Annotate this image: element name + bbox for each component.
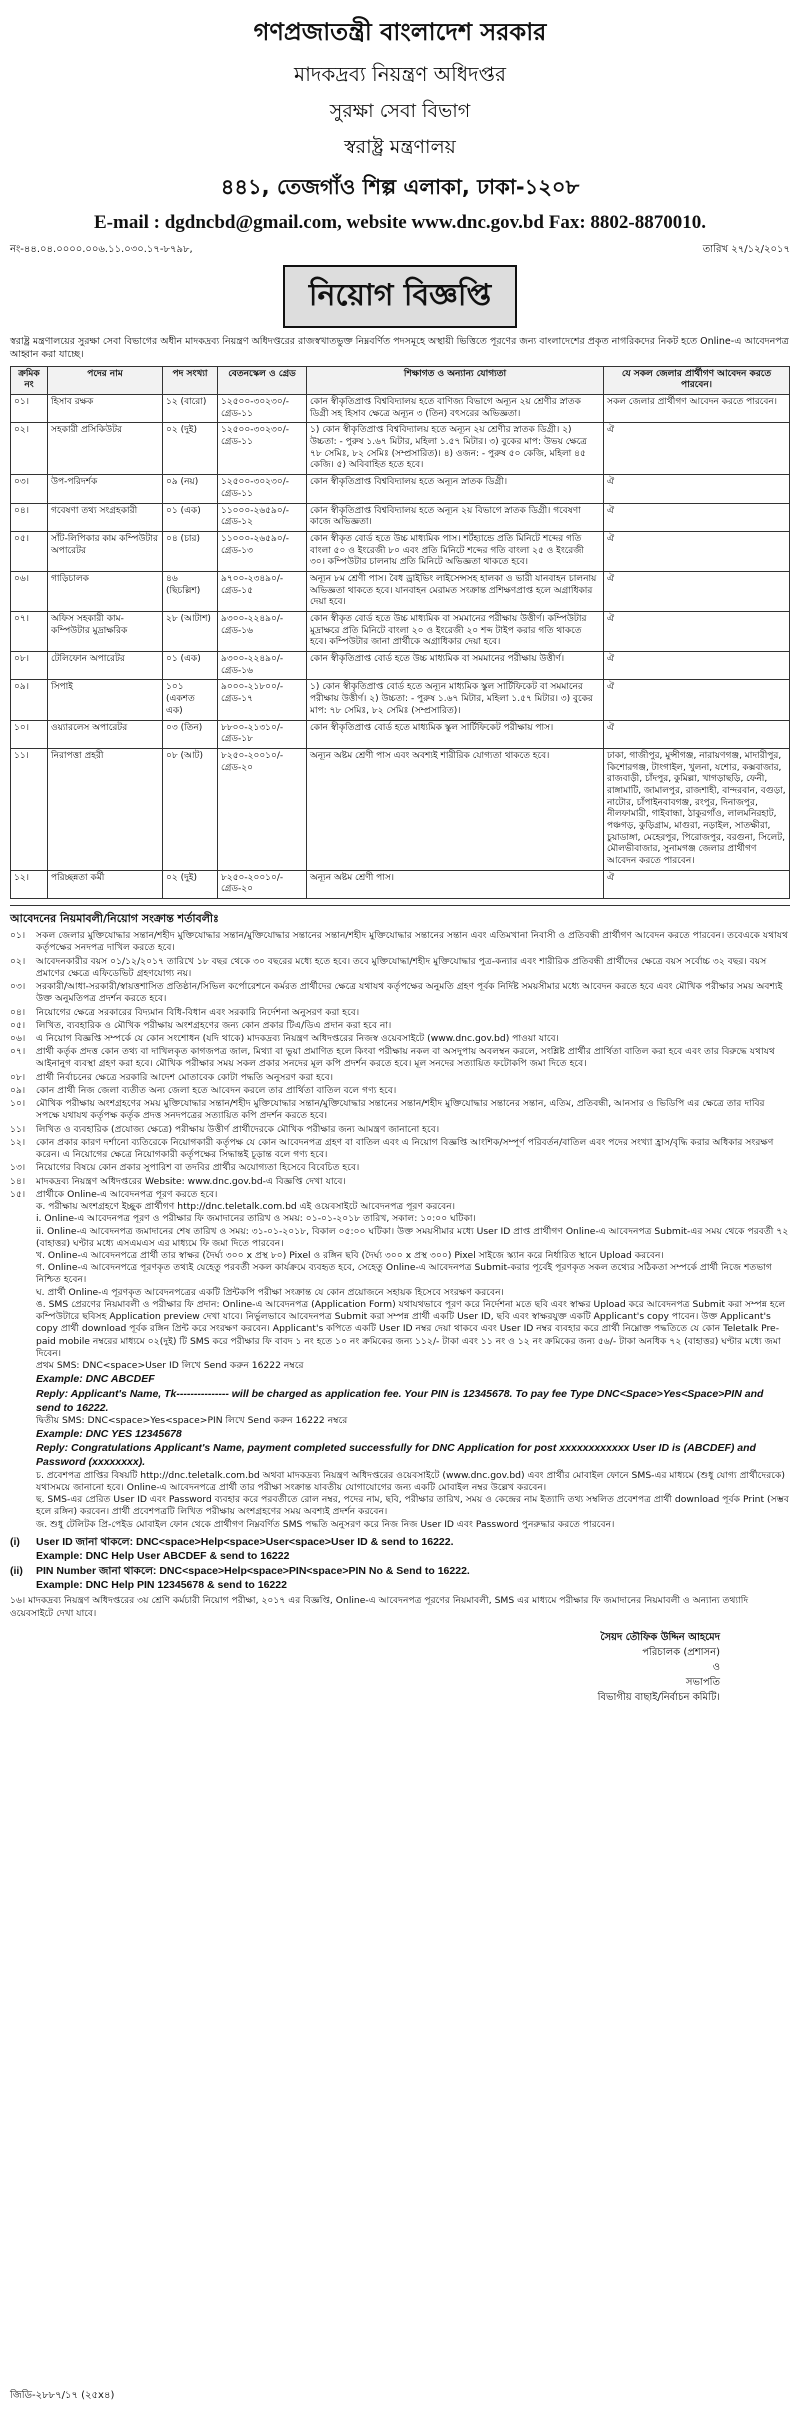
department-name: মাদকদ্রব্য নিয়ন্ত্রণ অধিদপ্তর xyxy=(294,62,506,86)
note-admit-card: চ. প্রবেশপত্র প্রাপ্তির বিষয়টি http://dnc.teletalk.com.bd অথবা মাদকদ্রব্য নিয়ন্ত্রণ অধিদপ্তরের ওয়েবসাইটে (www.dnc.gov.bd) এবং প্রার্থীর মোবাইল ফোনে SMS-এর মাধ্যমে (শুধু যোগ্য প্রার্থীদেরকে) যথাসময়ে জানানো হবে। Online-এ আবেদনপত্রে প্রার্থী তার পরীক্ষা সংক্রান্ত যাবতীয় যোগাযোগের জন্য একটি মোবাইল নম্বর উল্লেখ করবেন। xyxy=(36,1469,785,1493)
row-serial: ০৪। xyxy=(11,503,48,531)
row-count: ০২ (দুই) xyxy=(163,423,218,475)
row-scale: ৮২৫০-২০০১০/- গ্রেড-২০ xyxy=(218,870,307,898)
note-text: সরকারী/আধা-সরকারী/স্বায়ত্তশাসিত প্রতিষ্ঠান/সিভিল কর্পোরেশনে কর্মরত প্রার্থীদের ক্ষেত্রে যথাযথ কর্তৃপক্ষের অনুমতি গ্রহণ পূর্বক নির্দিষ্ট সময়সীমার মধ্যে আবেদন করতে হবে এবং মৌখিক পরীক্ষার সময় অবশ্যই উক্ত অনুমতিপত্র প্রদর্শন করতে হবে। xyxy=(36,981,783,1005)
row-post: ওয়্যারলেস অপারেটর xyxy=(48,720,163,748)
row-qualification: কোন স্বীকৃত বোর্ড হতে উচ্চ মাধ্যমিক পাস। শর্টহ্যান্ডে প্রতি মিনিটে শব্দের গতি বাংলা ৫০ ও ইংরেজী ৮০ এবং প্রতি মিনিটে শব্দের গতি বাংলা ২৫ ও ইংরেজী ৩০। কম্পিউটার চালনায় প্রতি মিনিটে অভিজ্ঞতা থাকতে হবে। xyxy=(307,531,604,571)
row-districts: ঐ xyxy=(604,423,790,475)
note-text: সকল জেলার মুক্তিযোদ্ধার সন্তান/শহীদ মুক্তিযোদ্ধার সন্তান/মুক্তিযোদ্ধার সন্তানের সন্তান/শহীদ মুক্তিযোদ্ধার সন্তানের সন্তান এবং এতিমখানা নিবাসী ও প্রতিবন্ধী প্রার্থীগণ আবেদন করতে পারবেন। তবেএকে যথাযথ কর্তৃপক্ষের সনদপত্র দাখিল করতে হবে। xyxy=(36,930,789,954)
notes-title: আবেদনের নিয়মাবলী/নিয়োগ সংক্রান্ত শর্তাবলীঃ xyxy=(10,905,790,929)
letterhead xyxy=(10,14,790,234)
note-number: ০৩। xyxy=(10,981,26,993)
row-count: ১০১ (একশত এক) xyxy=(163,680,218,720)
note-text: কোন প্রকার কারণ দর্শানো ব্যতিরেকে নিয়োগকারী কর্তৃপক্ষ যে কোন আবেদনপত্র গ্রহণ বা বাতিল এবং এ নিয়োগ বিজ্ঞপ্তি আংশিক/সম্পূর্ণ পরিবর্তন/বাতিল এবং পদের সংখ্যা হ্রাস/বৃদ্ধি করার অধিকার সংরক্ষণ করেন। এ নিয়োগের ক্ষেত্রে নিয়োগকারী কর্তৃপক্ষের সিদ্ধান্তই চূড়ান্ত বলে গণ্য হবে। xyxy=(36,1136,774,1161)
row-qualification: কোন স্বীকৃত বোর্ড হতে উচ্চ মাধ্যমিক বা সমমানের পরীক্ষায় উত্তীর্ণ। কম্পিউটার মুদ্রাক্ষরে প্রতি মিনিটে বাংলা ২০ ও ইংরেজী ২০ শব্দ টাইপ করার গতি থাকতে হবে। কম্পিউটার জানা প্রার্থীকে অগ্রাধিকার দেয়া হবে। xyxy=(307,612,604,652)
sms-reply-1: Reply: Applicant's Name, Tk--------------- will be charged as application fee. Your PIN is 12345678. To pay fee Type DNC<Space>Yes<Space>PIN and send to 16222. xyxy=(36,1387,764,1414)
note-text: লিখিত, ব্যবহারিক ও মৌখিক পরীক্ষায় অংশগ্রহণের জন্য কোন প্রকার টিএ/ডিএ প্রদান করা হবে না। xyxy=(36,1019,392,1031)
row-scale: ১২৫০০-৩০২৩০/- গ্রেড-১১ xyxy=(218,423,307,475)
row-districts: ঐ xyxy=(604,652,790,680)
row-qualification: কোন স্বীকৃতিপ্রাপ্ত বিশ্ববিদ্যালয় হতে বাণিজ্য বিভাগে অন্যূন ২য় শ্রেণীর স্নাতক ডিগ্রী সহ হিসাব ক্ষেত্রে অন্যূন ৩ (তিন) বৎসরের অভিজ্ঞতা। xyxy=(307,395,604,423)
note-number: ১০। xyxy=(10,1098,26,1110)
row-serial: ০৮। xyxy=(11,652,48,680)
row-post: উপ-পরিদর্শক xyxy=(48,475,163,503)
row-post: টেলিফোন অপারেটর xyxy=(48,652,163,680)
ministry-name: স্বরাষ্ট্র মন্ত্রণালয় xyxy=(344,136,456,158)
col-post: পদের নাম xyxy=(48,366,163,394)
table-row xyxy=(11,531,790,571)
sms-example-1: Example: DNC ABCDEF xyxy=(36,1373,155,1386)
govt-name: গণপ্রজাতন্ত্রী বাংলাদেশ সরকার xyxy=(253,17,547,46)
note-number: ০৮। xyxy=(10,1071,26,1083)
recovery-user-id-text: DNC<space>Help<space>User<space>User ID & send to 16222. xyxy=(136,1535,454,1548)
table-row xyxy=(11,475,790,503)
row-scale: ৯৩০০-২২৪৯০/- গ্রেড-১৬ xyxy=(218,612,307,652)
sub-note: ক. পরীক্ষায় অংশগ্রহণে ইচ্ছুক প্রার্থীগণ http://dnc.teletalk.com.bd এই ওয়েবসাইটে আবেদনপত্র পূরণ করবেন। xyxy=(36,1201,456,1213)
row-districts: ঐ xyxy=(604,571,790,611)
row-qualification: ১) কোন স্বীকৃতিপ্রাপ্ত বোর্ড হতে অন্যূন মাধ্যমিক স্কুল সার্টিফিকেট বা সমমানের পরীক্ষায় উত্তীর্ণ। ২) উচ্চতা: - পুরুষ ১.৬৭ মিটার, মহিলা ১.৫৭ মিটার। ৩) বুকের মাপ: ৭৮ সেমিঃ, ৮২ সেমিঃ (সম্প্রসারিত)। xyxy=(307,680,604,720)
note-number: ০৭। xyxy=(10,1046,26,1058)
row-post: হিসাব রক্ষক xyxy=(48,395,163,423)
row-count: ৪৬ (ছিচল্লিশ) xyxy=(163,571,218,611)
row-serial: ০৭। xyxy=(11,612,48,652)
row-districts: ঐ xyxy=(604,531,790,571)
sub-note: খ. Online-এ আবেদনপত্রে প্রার্থী তার স্বাক্ষর (দৈর্ঘ্য ৩০০ x প্রস্থ ৮০) Pixel ও রঙ্গিন ছবি (দৈর্ঘ্য ৩০০ x প্রস্থ ৩০০) Pixel সাইজে স্ক্যান করে নির্ধারিত স্থানে Upload করবেন। xyxy=(36,1249,664,1261)
sms-reply-2: Reply: Congratulations Applicant's Name, payment completed successfully for DNC Application for post xxxxxxxxxxxx User ID is (ABCDEF) and Password (xxxxxxxx). xyxy=(36,1442,756,1469)
row-post: অফিস সহকারী কাম-কম্পিউটার মুদ্রাক্ষরিক xyxy=(48,612,163,652)
vacancy-table xyxy=(10,366,790,900)
recovery-user-id-example: Example: DNC Help User ABCDEF & send to 16222 xyxy=(36,1549,290,1562)
row-scale: ১১০০০-২৬৫৯০/- গ্রেড-১২ xyxy=(218,503,307,531)
recovery-user-id-title: User ID জানা থাকলে: xyxy=(36,1535,134,1548)
signatory-title: পরিচালক (প্রশাসন) xyxy=(642,1646,720,1658)
row-qualification: কোন স্বীকৃতিপ্রাপ্ত বিশ্ববিদ্যালয় হতে অন্যূন স্নাতক ডিগ্রী। xyxy=(307,475,604,503)
list-item xyxy=(10,981,790,1005)
table-row xyxy=(11,423,790,475)
row-districts: ঢাকা, গাজীপুর, মুন্সীগঞ্জ, নারায়ণগঞ্জ, মাদারীপুর, কিশোরগঞ্জ, টাংগাইল, খুলনা, যশোর, কক্সবাজার, রাজবাড়ী, চাঁদপুর, কুমিল্লা, খাগড়াছড়ি, ফেনী, রাঙ্গামাটি, জামালপুর, রাজশাহী, বান্দরবান, বগুড়া, নাটোর, চাঁপাইনবাবগঞ্জ, রংপুর, দিনাজপুর, নীলফামারী, গাইবান্ধা, ঠাকুরগাঁও, লালমনিরহাট, পঞ্চগড়, কুড়িগ্রাম, মাগুরা, নড়াইল, সাতক্ষীরা, চুয়াডাঙ্গা, মেহেরপুর, পিরোজপুর, বরগুনা, সিলেট, মৌলভীবাজার, সুনামগঞ্জ জেলার প্রার্থীগণ আবেদন করতে পারবেন। xyxy=(604,748,790,870)
col-scale: বেতনস্কেল ও গ্রেড xyxy=(218,366,307,394)
row-districts: ঐ xyxy=(604,680,790,720)
notice-date: তারিখ ২৭/১২/২০১৭ xyxy=(702,244,790,255)
note-text: মাদকদ্রব্য নিয়ন্ত্রণ অধিদপ্তরের Website: www.dnc.gov.bd-এ বিজ্ঞপ্তি দেখা যাবে। xyxy=(36,1175,346,1187)
row-districts: ঐ xyxy=(604,870,790,898)
row-count: ০৪ (চার) xyxy=(163,531,218,571)
sub-note: ii. Online-এ আবেদনপত্র জমাদানের শেষ তারিখ ও সময়: ৩১-০১-২০১৮, বিকাল ০৫:০০ ঘটিকা। উক্ত সময়সীমার মধ্যে User ID প্রাপ্ত প্রার্থীগণ Online-এ আবেদনপত্র Submit-এর সময় থেকে পরবর্তী ৭২ (বাহাত্তর) ঘণ্টার মধ্যে এসএমএস এর মাধ্যমে ফি জমা দিতে পারবেন। xyxy=(36,1225,789,1249)
division-name: সুরক্ষা সেবা বিভাগ xyxy=(329,100,471,122)
list-item xyxy=(10,1085,790,1097)
sub-note: i. Online-এ আবেদনপত্র পূরণ ও পরীক্ষার ফি জমাদানের তারিখ ও সময়: ০১-০১-২০১৮ তারিখ, সকাল: ১০:০০ ঘটিকা। xyxy=(36,1213,476,1225)
row-districts: ঐ xyxy=(604,475,790,503)
note-download: ছ. SMS-এর প্রেরিত User ID এবং Password ব্যবহার করে পরবর্তীতে রোল নম্বর, পদের নাম, ছবি, পরীক্ষার তারিখ, সময় ও কেন্দ্রের নাম ইত্যাদি তথ্য সম্বলিত প্রবেশপত্র প্রার্থী download পূর্বক Print (সম্ভব হলে রঙ্গিন) করবেন। প্রার্থী প্রবেশপত্রটি লিখিত পরীক্ষায় অংশগ্রহণের সময় অবশ্যই প্রদর্শন করবেন। xyxy=(36,1494,790,1518)
signatory-name: সৈয়দ তৌফিক উদ্দিন আহমেদ xyxy=(600,1631,720,1643)
signature-block xyxy=(10,1630,790,1705)
row-qualification: অন্যূন ৮ম শ্রেণী পাস। বৈধ ড্রাইভিং লাইসেন্সসহ হালকা ও ভারী যানবাহন চালনায় অভিজ্ঞতা থাকতে হবে। যানবাহন মেরামত সংক্রান্ত প্রশিক্ষণপ্রাপ্ত হলে অগ্রাধিকার দেয়া হবে। xyxy=(307,571,604,611)
table-row xyxy=(11,503,790,531)
row-scale: ৯০০০-২১৮০০/- গ্রেড-১৭ xyxy=(218,680,307,720)
table-row xyxy=(11,571,790,611)
row-count: ০৮ (আট) xyxy=(163,748,218,870)
signatory-title-2: সভাপতি xyxy=(685,1676,720,1688)
row-count: ২৮ (আটাশ) xyxy=(163,612,218,652)
note-number: ০৪। xyxy=(10,1006,26,1018)
note-number: ০৬। xyxy=(10,1033,26,1044)
row-districts: সকল জেলার প্রার্থীগণ আবেদন করতে পারবেন। xyxy=(604,395,790,423)
reference-row xyxy=(10,242,790,259)
row-serial: ১২। xyxy=(11,870,48,898)
note-text: এ নিয়োগ বিজ্ঞপ্তি সম্পর্কে যে কোন সংশোধন (যদি থাকে) মাদকদ্রব্য নিয়ন্ত্রণ অধিদপ্তরের নিজস্ব ওয়েবসাইটে (www.dnc.gov.bd) পাওয়া যাবে। xyxy=(36,1033,559,1044)
recovery-pin-title: PIN Number জানা থাকলে: xyxy=(36,1565,157,1578)
note-text: লিখিত ও ব্যবহারিক (প্রযোজ্য ক্ষেত্রে) পরীক্ষায় উত্তীর্ণ প্রার্থীদেরকে মৌখিক পরীক্ষার জন্য আমন্ত্রণ জানানো হবে। xyxy=(36,1123,440,1135)
office-address: ৪৪১, তেজগাঁও শিল্প এলাকা, ঢাকা-১২০৮ xyxy=(220,175,580,199)
row-scale: ৮৮০০-২১৩১০/- গ্রেড-১৮ xyxy=(218,720,307,748)
table-row xyxy=(11,680,790,720)
note-number: ১৫। xyxy=(10,1188,26,1200)
note-text: প্রার্থীকে Online-এ আবেদনপত্র পূরণ করতে হবে। xyxy=(36,1188,218,1200)
note-text: মৌখিক পরীক্ষায় অংশগ্রহণের সময় মুক্তিযোদ্ধার সন্তান/শহীদ মুক্তিযোদ্ধার সন্তান/মুক্তিযোদ্ধার সন্তানের সন্তান/শহীদ মুক্তিযোদ্ধার সন্তানের সন্তান, এতিম, প্রতিবন্ধী, আনসার ও ভিডিপি এর ক্ষেত্রে তার দাবির সপক্ষে যথাযথ কর্তৃপক্ষ কর্তৃক প্রদত্ত সনদপত্রের সত্যায়িত কপি প্রদর্শন করতে হবে। xyxy=(36,1098,765,1122)
list-item xyxy=(10,1072,790,1084)
row-qualification: কোন স্বীকৃতিপ্রাপ্ত বোর্ড হতে উচ্চ মাধ্যমিক বা সমমানের পরীক্ষায় উত্তীর্ণ। xyxy=(307,652,604,680)
list-item xyxy=(10,1189,790,1201)
note-text: প্রার্থী নির্বাচনের ক্ষেত্রে সরকারি আদেশ মোতাবেক কোটা পদ্ধতি অনুসরণ করা হবে। xyxy=(36,1071,334,1083)
row-districts: ঐ xyxy=(604,612,790,652)
list-item xyxy=(10,1162,790,1174)
note-text: নিয়োগের ক্ষেত্রে সরকারের বিদ্যমান বিধি-বিধান এবং সরকারি নির্দেশনা অনুসরণ করা হবে। xyxy=(36,1006,360,1018)
note-recovery: জ. শুধু টেলিটক প্রি-পেইড মোবাইল ফোন থেকে প্রার্থীগণ নিম্নবর্ণিত SMS পদ্ধতি অনুসরণ করে নিজ নিজ User ID এবং Password পুনরুদ্ধার করতে পারবেন। xyxy=(36,1518,615,1530)
list-item xyxy=(10,1046,790,1070)
col-districts: যে সকল জেলার প্রার্থীগণ আবেদন করতে পারবেন। xyxy=(604,366,790,394)
sub-notes-list xyxy=(10,1201,790,1360)
col-qualification: শিক্ষাগত ও অন্যান্য যোগ্যতা xyxy=(307,366,604,394)
footer-code: জিডি-২৮৮৭/১৭ (২৫x৪) xyxy=(10,2390,115,2401)
row-post: সহকারী প্রসিকিউটর xyxy=(48,423,163,475)
row-scale: ৮২৫০-২০০১০/- গ্রেড-২০ xyxy=(218,748,307,870)
note-number: ০২। xyxy=(10,955,26,967)
list-item xyxy=(10,1124,790,1136)
row-post: সিপাই xyxy=(48,680,163,720)
row-serial: ১১। xyxy=(11,748,48,870)
table-header-row xyxy=(11,366,790,394)
table-row xyxy=(11,612,790,652)
row-scale: ১১০০০-২৬৫৯০/- গ্রেড-১৩ xyxy=(218,531,307,571)
note-number: ০৯। xyxy=(10,1084,26,1096)
row-count: ১২ (বারো) xyxy=(163,395,218,423)
list-item xyxy=(10,1098,790,1122)
row-count: ০৩ (তিন) xyxy=(163,720,218,748)
signatory-title-3: বিভাগীয় বাছাই/নির্বাচন কমিটি। xyxy=(597,1691,720,1703)
row-post: গবেষণা তথ্য সংগ্রহকারী xyxy=(48,503,163,531)
row-post: নিরাপত্তা প্রহরী xyxy=(48,748,163,870)
note-number: ১১। xyxy=(10,1123,26,1135)
recovery-pin-example: Example: DNC Help PIN 12345678 & send to 16222 xyxy=(36,1579,287,1592)
row-scale: ৯৩০০-২২৪৯০/- গ্রেড-১৬ xyxy=(218,652,307,680)
row-serial: ০৯। xyxy=(11,680,48,720)
row-districts: ঐ xyxy=(604,720,790,748)
sms-first-label: প্রথম SMS: DNC<space>User ID লিখে Send করুন 16222 নম্বরে xyxy=(36,1360,304,1372)
note-number: ১৪। xyxy=(10,1175,26,1187)
list-item xyxy=(10,930,790,954)
row-serial: ০২। xyxy=(11,423,48,475)
row-count: ০১ (এক) xyxy=(163,652,218,680)
list-item xyxy=(10,1137,790,1161)
row-scale: ৯৭০০-২৩৪৯০/- গ্রেড-১৫ xyxy=(218,571,307,611)
row-post: গাড়িচালক xyxy=(48,571,163,611)
recovery-pin: (ii) PIN Number জানা থাকলে: DNC<space>Help<space>PIN<space>PIN No & Send to 16222. Example: DNC Help PIN 12345678 & send to 16222 xyxy=(10,1565,470,1592)
row-qualification: কোন স্বীকৃতিপ্রাপ্ত বোর্ড হতে মাধ্যমিক স্কুল সার্টিফিকেট পরীক্ষায় পাস। xyxy=(307,720,604,748)
table-row xyxy=(11,720,790,748)
list-item xyxy=(10,1176,790,1188)
table-row xyxy=(11,748,790,870)
list-item xyxy=(10,1020,790,1032)
row-serial: ০৫। xyxy=(11,531,48,571)
row-serial: ১০। xyxy=(11,720,48,748)
row-serial: ০৬। xyxy=(11,571,48,611)
row-serial: ০৩। xyxy=(11,475,48,503)
note-text: প্রার্থী কর্তৃক প্রদত্ত কোন তথ্য বা দাখিলকৃত কাগজপত্র জাল, মিথ্যা বা ভুয়া প্রমাণিত হলে কিংবা পরীক্ষায় নকল বা অসদুপায় অবলম্বন করলে, সংশ্লিষ্ট প্রার্থীর প্রার্থিতা বাতিল করা হবে এবং তার বিরুদ্ধে যথাযথ আইনানুগ ব্যবস্থা গ্রহণ করা হবে। মৌখিক পরীক্ষার সময় সকল প্রকার সনদের মূল কপি প্রদর্শন করতে হবে। মূল সনদের সত্যায়িত ফটোকপি জমা দিতে হবে। xyxy=(36,1046,775,1070)
sub-note: ঙ. SMS প্রেরণের নিয়মাবলী ও পরীক্ষার ফি প্রদান: Online-এ আবেদনপত্র (Application Form) যথাযথভাবে পূরণ করে নির্দেশনা মতে ছবি এবং স্বাক্ষর Upload করে আবেদনপত্র Submit করা সম্পন্ন হলে কম্পিউটারে ছবিসহ Application preview দেখা যাবে। নির্ভুলভাবে আবেদনপত্র Submit করা সম্পন্ন প্রার্থী একটি User ID, ছবি এবং স্বাক্ষরযুক্ত একটি Applicant's copy পাবেন। উক্ত Applicant's copy প্রার্থী download পূর্বক রঙ্গিন প্রিন্ট করে সংরক্ষণ করবেন। Applicant's কপিতে একটি User ID নম্বর দেয়া থাকবে এবং User ID নম্বর ব্যবহার করে প্রার্থী নিম্নোক্ত পদ্ধতিতে যে কোন Teletalk Pre-paid mobile নম্বরের মাধ্যমে ০২(দুই) টি SMS করে পরীক্ষার ফি বাবদ ১ নং হতে ১০ নং ক্রমিকের জন্য ১১২/- টাকা এবং ১১ নং ও ১২ নং ক্রমিকের জন্য ৫৬/- টাকা অনধিক ৭২ (বাহাত্তর) ঘণ্টার মধ্যে জমা দিবেন। xyxy=(36,1298,786,1359)
row-serial: ০১। xyxy=(11,395,48,423)
row-post: সাঁট-লিপিকার কাম কম্পিউটার অপারেটর xyxy=(48,531,163,571)
row-count: ০৯ (নয়) xyxy=(163,475,218,503)
note-number: ১৩। xyxy=(10,1162,26,1174)
col-count: পদ সংখ্যা xyxy=(163,366,218,394)
list-item xyxy=(10,1033,790,1045)
signatory-and: ও xyxy=(712,1661,720,1673)
row-districts: ঐ xyxy=(604,503,790,531)
list-item xyxy=(10,1007,790,1019)
note-final: ১৬। মাদকদ্রব্য নিয়ন্ত্রণ অধিদপ্তরের ৩য় শ্রেণি কর্মচারী নিয়োগ পরীক্ষা, ২০১৭ এর বিজ্ঞপ্তি, Online-এ আবেদনপত্র পূরণের নিয়মাবলী, SMS এর মাধ্যমে পরীক্ষার ফি জমাদানের নিয়মাবলী ও অন্যান্য তথ্যাদি ওয়েবসাইটে দেখা যাবে। xyxy=(10,1595,749,1619)
row-count: ০২ (দুই) xyxy=(163,870,218,898)
note-text: আবেদনকারীর বয়স ০১/১২/২০১৭ তারিখে ১৮ বছর থেকে ৩০ বছরের মধ্যে হতে হবে। তবে মুক্তিযোদ্ধা/শহীদ মুক্তিযোদ্ধার পুত্র-কন্যার এবং শারীরিক প্রতিবন্ধী প্রার্থীদের ক্ষেত্রে বয়স সর্বোচ্চ ৩২ বছর। বয়স প্রমাণের ক্ষেত্রে এফিডেভিট গ্রহণযোগ্য নয়। xyxy=(36,955,767,979)
table-row xyxy=(11,652,790,680)
row-count: ০১ (এক) xyxy=(163,503,218,531)
sub-note: ঘ. প্রার্থী Online-এ পূরণকৃত আবেদনপত্রের একটি প্রিন্টকপি পরীক্ষা সংক্রান্ত যে কোন প্রয়োজনে সহায়ক হিসেবে সংরক্ষণ করবেন। xyxy=(36,1286,504,1298)
intro-paragraph: স্বরাষ্ট্র মন্ত্রণালয়ের সুরক্ষা সেবা বিভাগের অধীন মাদকদ্রব্য নিয়ন্ত্রণ অধিদপ্তরের রাজস্বখাতভুক্ত নিম্নবর্ণিত পদসমূহে অস্থায়ী ভিত্তিতে পূরণের জন্য বাংলাদেশের প্রকৃত নাগরিকদের নিকট হতে Online-এ আবেদনপত্র আহ্বান করা যাচ্ছে। xyxy=(10,336,789,360)
contact-line: E-mail : dgdncbd@gmail.com, website www.dnc.gov.bd Fax: 8802-8870010. xyxy=(94,212,706,233)
note-number: ০১। xyxy=(10,930,26,942)
sub-note: গ. Online-এ আবেদনপত্রে পূরণকৃত তথ্যই যেহেতু পরবর্তী সকল কার্যক্রমে ব্যবহৃত হবে, সেহেতু Online-এ আবেদনপত্র Submit-করার পূর্বেই পূরণকৃত সকল তথ্যের সঠিকতা সম্পর্কে প্রার্থী নিজে শতভাগ নিশ্চিত হবেন। xyxy=(36,1262,772,1286)
notice-title: নিয়োগ বিজ্ঞপ্তি xyxy=(283,265,517,328)
row-scale: ১২৫০০-৩০২৩০/- গ্রেড-১১ xyxy=(218,475,307,503)
sms-second-label: দ্বিতীয় SMS: DNC<space>Yes<space>PIN লিখে Send করুন 16222 নম্বরে xyxy=(36,1414,348,1426)
memo-number: নং-৪৪.০৪.০০০০.০০৬.১১.০৩০.১৭-৮৭৯৮, xyxy=(10,244,193,255)
sms-example-2: Example: DNC YES 12345678 xyxy=(36,1428,182,1441)
list-item xyxy=(10,956,790,980)
note-text: নিয়োগের বিষয়ে কোন প্রকার সুপারিশ বা তদবির প্রার্থীর অযোগ্যতা হিসেবে বিবেচিত হবে। xyxy=(36,1162,360,1174)
row-post: পরিচ্ছন্নতা কর্মী xyxy=(48,870,163,898)
note-number: ১২। xyxy=(10,1136,26,1148)
row-scale: ১২৫০০-৩০২৩০/- গ্রেড-১১ xyxy=(218,395,307,423)
row-qualification: অন্যূন অষ্টম শ্রেণী পাস এবং অবশ্যই শারীরিক যোগ্যতা থাকতে হবে। xyxy=(307,748,604,870)
note-text: কোন প্রার্থী নিজ জেলা ব্যতীত অন্য জেলা হতে আবেদন করলে তার প্রার্থিতা বাতিল বলে গণ্য হবে। xyxy=(36,1084,397,1096)
col-serial: ক্রমিক নং xyxy=(11,366,48,394)
notes-list xyxy=(10,930,790,1201)
row-qualification: কোন স্বীকৃতিপ্রাপ্ত বিশ্ববিদ্যালয় হতে অন্যূন ২য় বিভাগে স্নাতক ডিগ্রী। গবেষণা কাজে অভিজ্ঞতা। xyxy=(307,503,604,531)
note-number: ০৫। xyxy=(10,1019,26,1031)
table-row xyxy=(11,870,790,898)
row-qualification: ১) কোন স্বীকৃতিপ্রাপ্ত বিশ্ববিদ্যালয় হতে অন্যূন ২য় শ্রেণীর স্নাতক ডিগ্রী। ২) উচ্চতা: - পুরুষ ১.৬৭ মিটার, মহিলা ১.৫৭ মিটার। ৩) বুকের মাপ: উভয় ক্ষেত্রে ৭৮ সেমিঃ, ৮২ সেমিঃ (সম্প্রসারিত)। ৪) ওজন: - পুরুষ ৫০ কেজি, মহিলা ৪৫ কেজি। ৫) অবিবাহিত হতে হবে। xyxy=(307,423,604,475)
recovery-user-id: (i) User ID জানা থাকলে: DNC<space>Help<space>User<space>User ID & send to 16222. Example: DNC Help User ABCDEF & send to 16222 xyxy=(10,1535,454,1562)
recovery-pin-text: DNC<space>Help<space>PIN<space>PIN No & Send to 16222. xyxy=(159,1565,470,1578)
row-qualification: অন্যূন অষ্টম শ্রেণী পাস। xyxy=(307,870,604,898)
table-row xyxy=(11,395,790,423)
